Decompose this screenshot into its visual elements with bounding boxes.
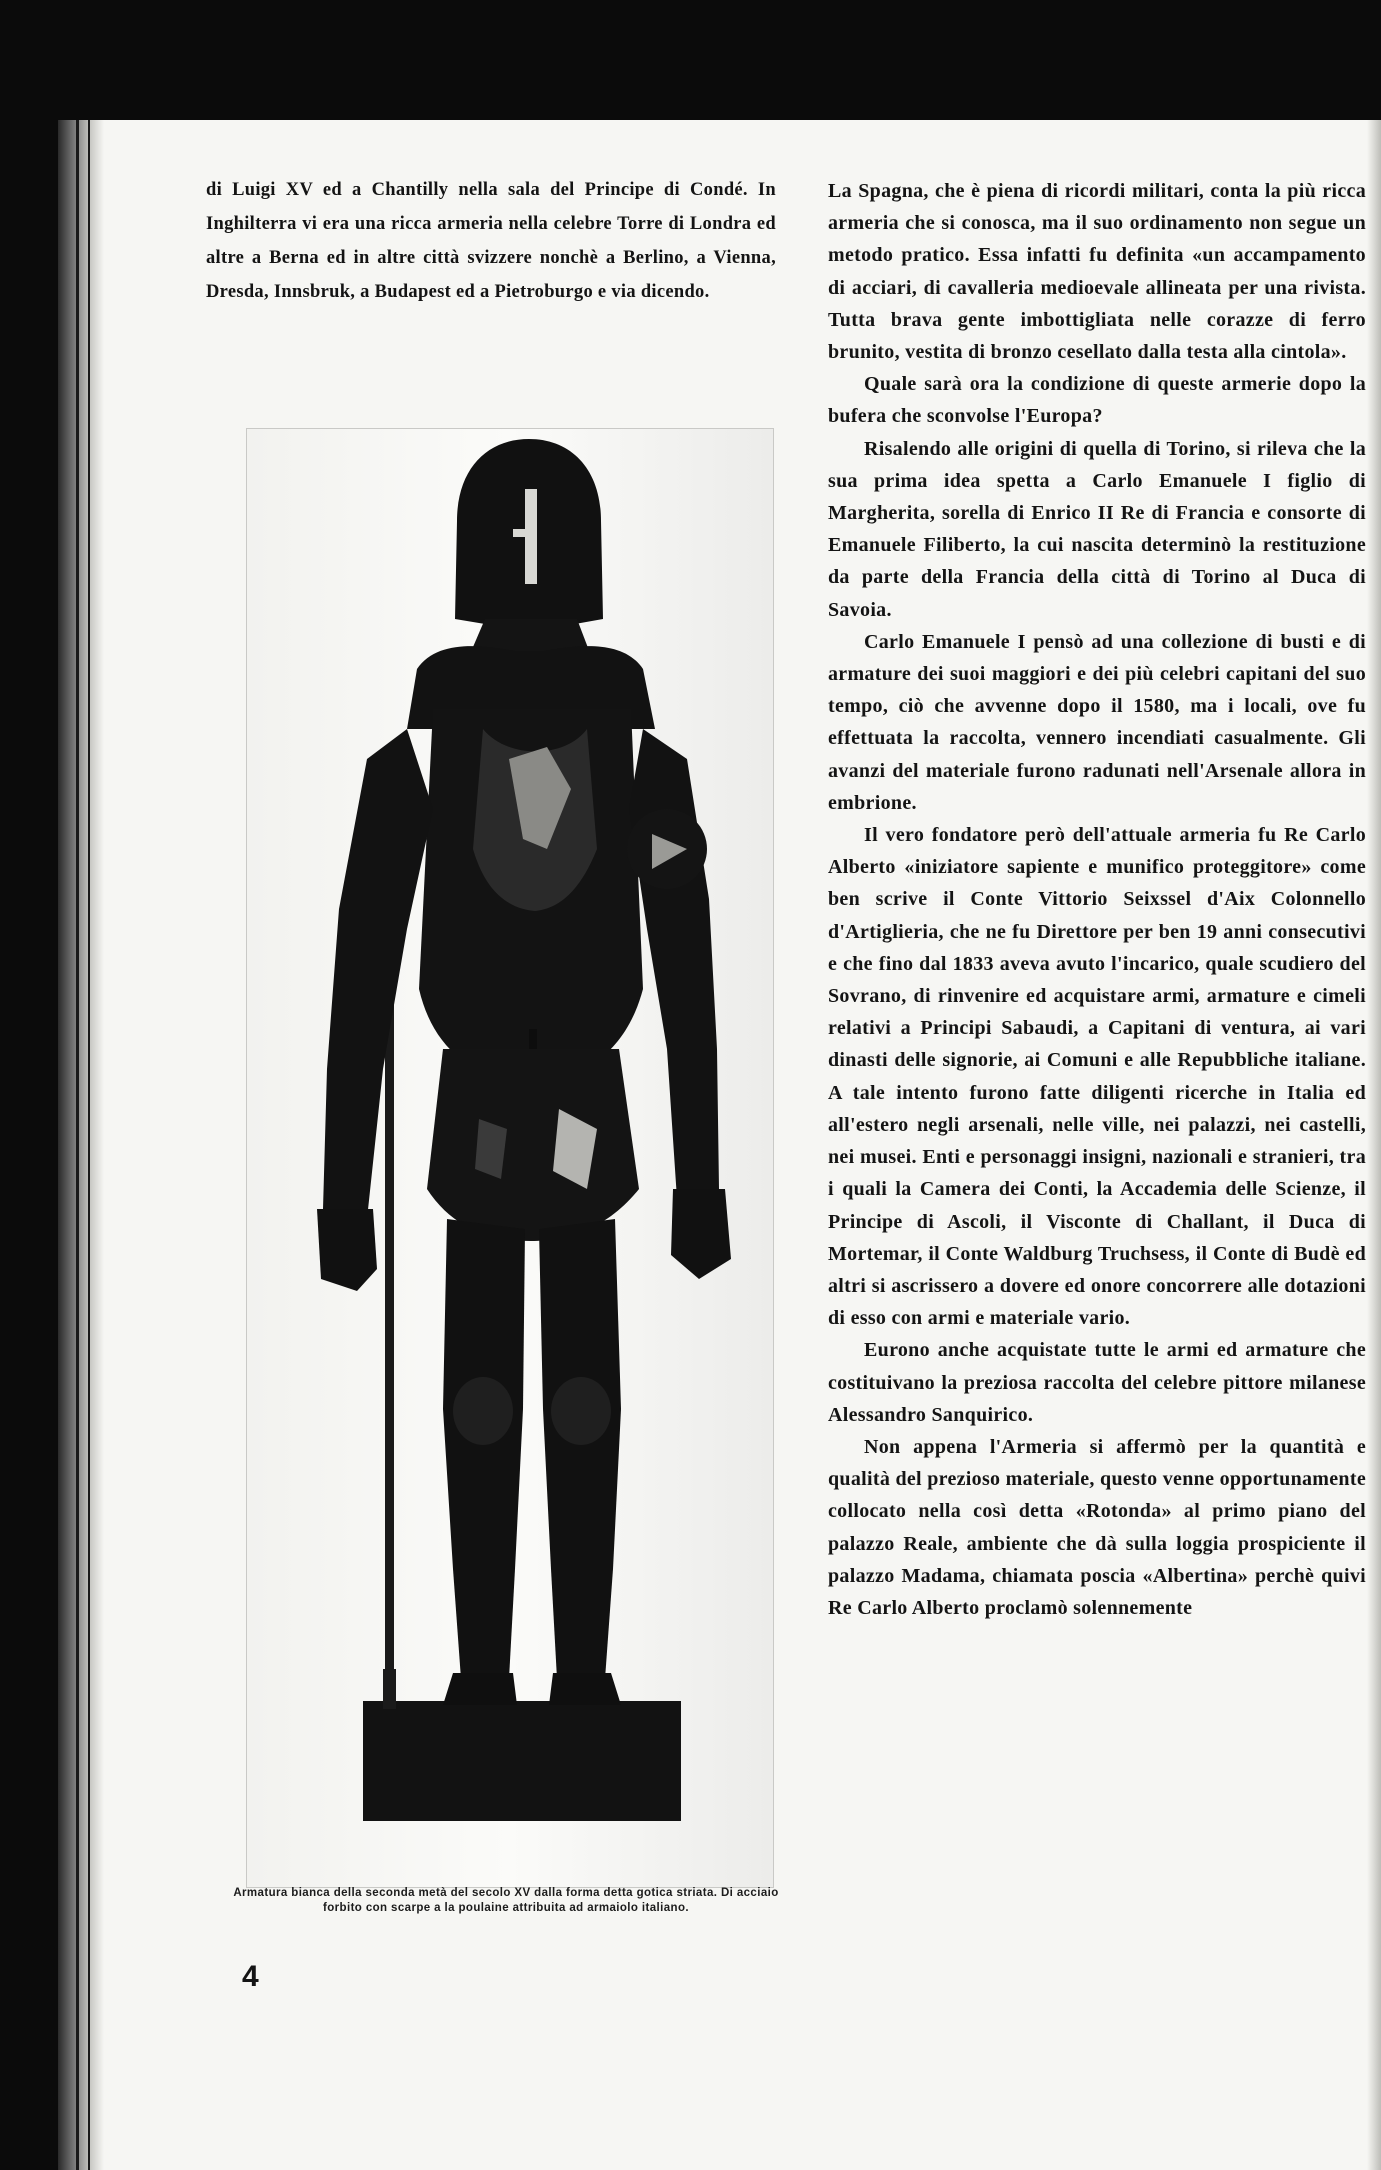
- paragraph: La Spagna, che è piena di ricordi militari, conta la più ricca armeria che si conosca, ma il suo ordinamento non segue un metodo pratico. Essa infatti fu definita «un accampamento di acciari, di cavalleria medioevale allineata per una rivista. Tutta brava gente imbottigliata nelle corazze di ferro brunito, vestita di bronzo cesellato dalla testa alla cintola».: [828, 180, 1366, 364]
- page-edge-shadow: [1367, 120, 1381, 2170]
- left-column-paragraph: di Luigi XV ed a Chantilly nella sala del Principe di Condé. In Inghilterra vi era una ricca armeria nella celebre Torre di Londra ed altre a Berna ed in altre città svizzere nonchè a Berlino, a Vienna, Dresda, Innsbruk, a Budapest ed a Pietroburgo e via dicendo.: [206, 180, 776, 302]
- gutter-line: [88, 120, 90, 2170]
- paragraph: Il vero fondatore però dell'attuale armeria fu Re Carlo Alberto «iniziatore sapiente e munifico proteggitore» come ben scrive il Conte Vittorio Seixssel d'Aix Colonnello d'Artiglieria, che ne fu Direttore per ben 19 anni consecutivi e che fino dal 1833 aveva avuto l'incarico, quale scudiero del Sovrano, di rinvenire ed acquistare armi, armature e cimeli relativi a Principi Sabaudi, a Capitani di ventura, ai vari dinasti delle signorie, ai Comuni e alle Repubbliche italiane. A tale intento furono fatte diligenti ricerche in Italia ed all'estero negli arsenali, nelle ville, nei palazzi, nei castelli, nei musei. Enti e personaggi insigni, nazionali e stranieri, tra i quali la Camera dei Conti, la Accademia delle Scienze, il Principe di Ascoli, il Visconte di Challant, il Duca di Mortemar, il Conte Waldburg Truchsess, il Conte di Budè ed altri si ascrissero a dovere ed onore concorrere alle dotazioni di esso con armi e materiale vario.: [828, 824, 1366, 1330]
- right-column-text: [828, 175, 1366, 1624]
- book-gutter-shadow: [58, 120, 104, 2170]
- gutter-line: [76, 120, 79, 2170]
- photo-caption: Armatura bianca della seconda metà del secolo XV dalla forma detta gotica striata. Di acciaio forbito con scarpe a la poulaine attribuita ad armaiolo italiano.: [233, 1887, 779, 1914]
- scan-top-border: [0, 0, 1381, 120]
- left-column-text: [206, 173, 776, 309]
- paragraph: Eurono anche acquistate tutte le armi ed armature che costituivano la preziosa raccolta del celebre pittore milanese Alessandro Sanquirico.: [828, 1339, 1366, 1426]
- armor-photograph: [246, 428, 774, 1888]
- page-number: 4: [242, 1960, 259, 1993]
- paragraph: Carlo Emanuele I pensò ad una collezione di busti e di armature dei suoi maggiori e dei più celebri capitani del suo tempo, ciò che avvenne dopo il 1580, ma i locali, ove fu effettuata la raccolta, vennero incendiati casualmente. Gli avanzi del materiale furono radunati nell'Arsenale allora in embrione.: [828, 630, 1366, 814]
- paragraph: Risalendo alle origini di quella di Torino, si rileva che la sua prima idea spetta a Carlo Emanuele I figlio di Margherita, sorella di Enrico II Re di Francia e consorte di Emanuele Filiberto, la cui nascita determinò la restituzione da parte della Francia della città di Torino al Duca di Savoia.: [828, 437, 1366, 621]
- scan-left-border: [0, 0, 58, 2170]
- paragraph: Non appena l'Armeria si affermò per la quantità e qualità del prezioso materiale, questo venne opportunamente collocato nella così detta «Rotonda» al primo piano del palazzo Reale, ambiente che dà sulla loggia prospiciente il palazzo Madama, chiamata poscia «Albertina» perchè quivi Re Carlo Alberto proclamò solennemente: [828, 1435, 1366, 1619]
- armor-silhouette: [247, 429, 773, 1887]
- paragraph: Quale sarà ora la condizione di queste armerie dopo la bufera che sconvolse l'Europa?: [828, 373, 1366, 428]
